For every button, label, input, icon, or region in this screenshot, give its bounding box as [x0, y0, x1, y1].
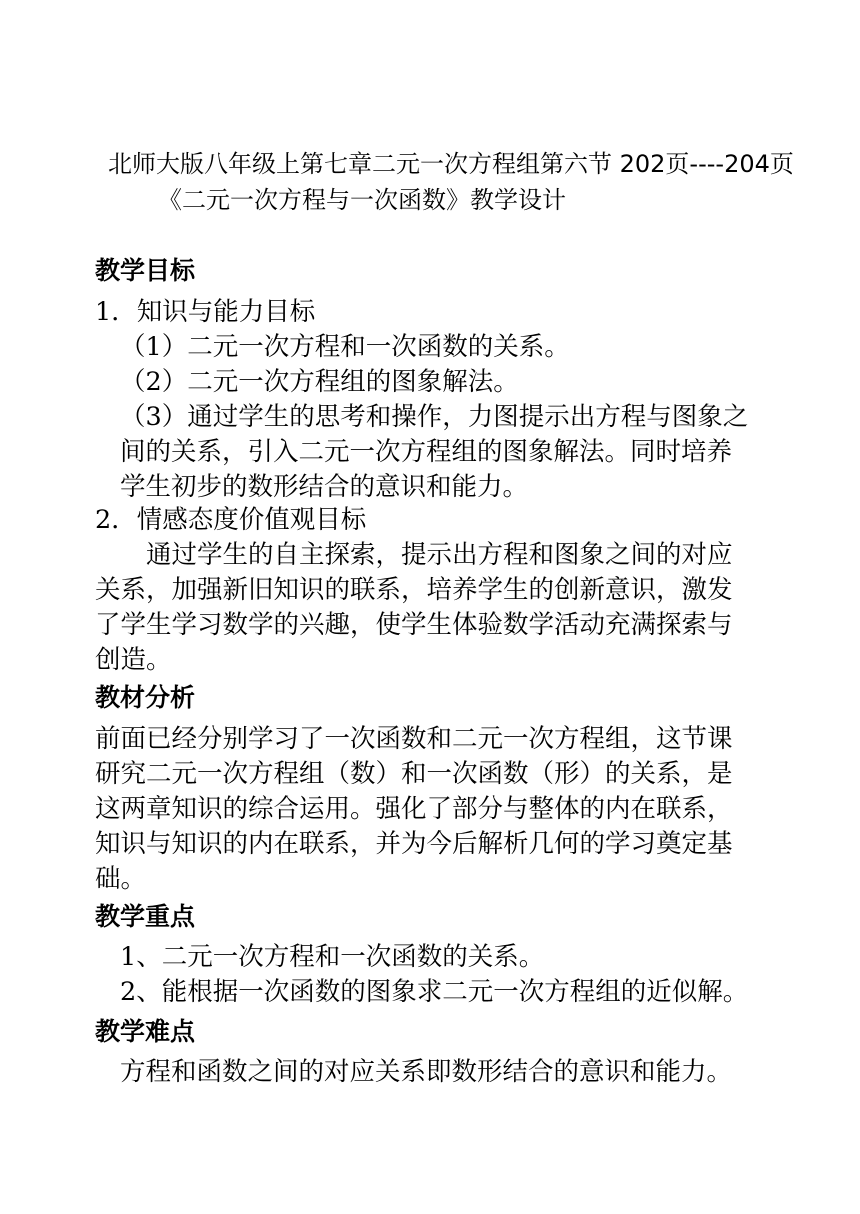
analysis-line-3: 这两章知识的综合运用。强化了部分与整体的内在联系，: [95, 794, 733, 824]
objective-2-line-4: 创造。: [95, 645, 172, 675]
heading-teaching-objectives: 教学目标: [95, 256, 196, 285]
analysis-line-4: 知识与知识的内在联系，并为今后解析几何的学习奠定基: [95, 829, 733, 859]
objective-2-line-2: 关系，加强新旧知识的联系，培养学生的创新意识，激发: [95, 575, 733, 605]
document-title-line1: 北师大版八年级上第七章二元一次方程组第六节 202页----204页: [108, 150, 794, 178]
objective-1-sub-1: （1）二元一次方程和一次函数的关系。: [120, 332, 570, 362]
objective-2-line-3: 了学生学习数学的兴趣，使学生体验数学活动充满探索与: [95, 610, 733, 640]
analysis-line-5: 础。: [95, 864, 147, 894]
objective-2-title: 2．情感态度价值观目标: [95, 505, 367, 535]
objective-1-sub-2: （2）二元一次方程组的图象解法。: [120, 367, 519, 397]
key-point-2: 2、能根据一次函数的图象求二元一次方程组的近似解。: [120, 977, 749, 1007]
objective-1-sub-3-line-1: （3）通过学生的思考和操作，力图提示出方程与图象之: [120, 402, 749, 432]
objective-1-sub-3-line-2: 间的关系，引入二元一次方程组的图象解法。同时培养: [120, 437, 733, 467]
objective-1-title: 1．知识与能力目标: [95, 297, 316, 327]
objective-2-line-1: 通过学生的自主探索，提示出方程和图象之间的对应: [146, 540, 733, 570]
heading-key-points: 教学重点: [95, 902, 196, 931]
analysis-line-1: 前面已经分别学习了一次函数和二元一次方程组，这节课: [95, 724, 733, 754]
key-point-1: 1、二元一次方程和一次函数的关系。: [120, 942, 545, 972]
difficulty-text: 方程和函数之间的对应关系即数形结合的意识和能力。: [120, 1057, 733, 1087]
heading-material-analysis: 教材分析: [95, 683, 196, 712]
objective-1-sub-3-line-3: 学生初步的数形结合的意识和能力。: [120, 472, 529, 502]
heading-difficulties: 教学难点: [95, 1017, 196, 1046]
document-title-line2: 《二元一次方程与一次函数》教学设计: [158, 186, 566, 214]
analysis-line-2: 研究二元一次方程组（数）和一次函数（形）的关系，是: [95, 759, 733, 789]
